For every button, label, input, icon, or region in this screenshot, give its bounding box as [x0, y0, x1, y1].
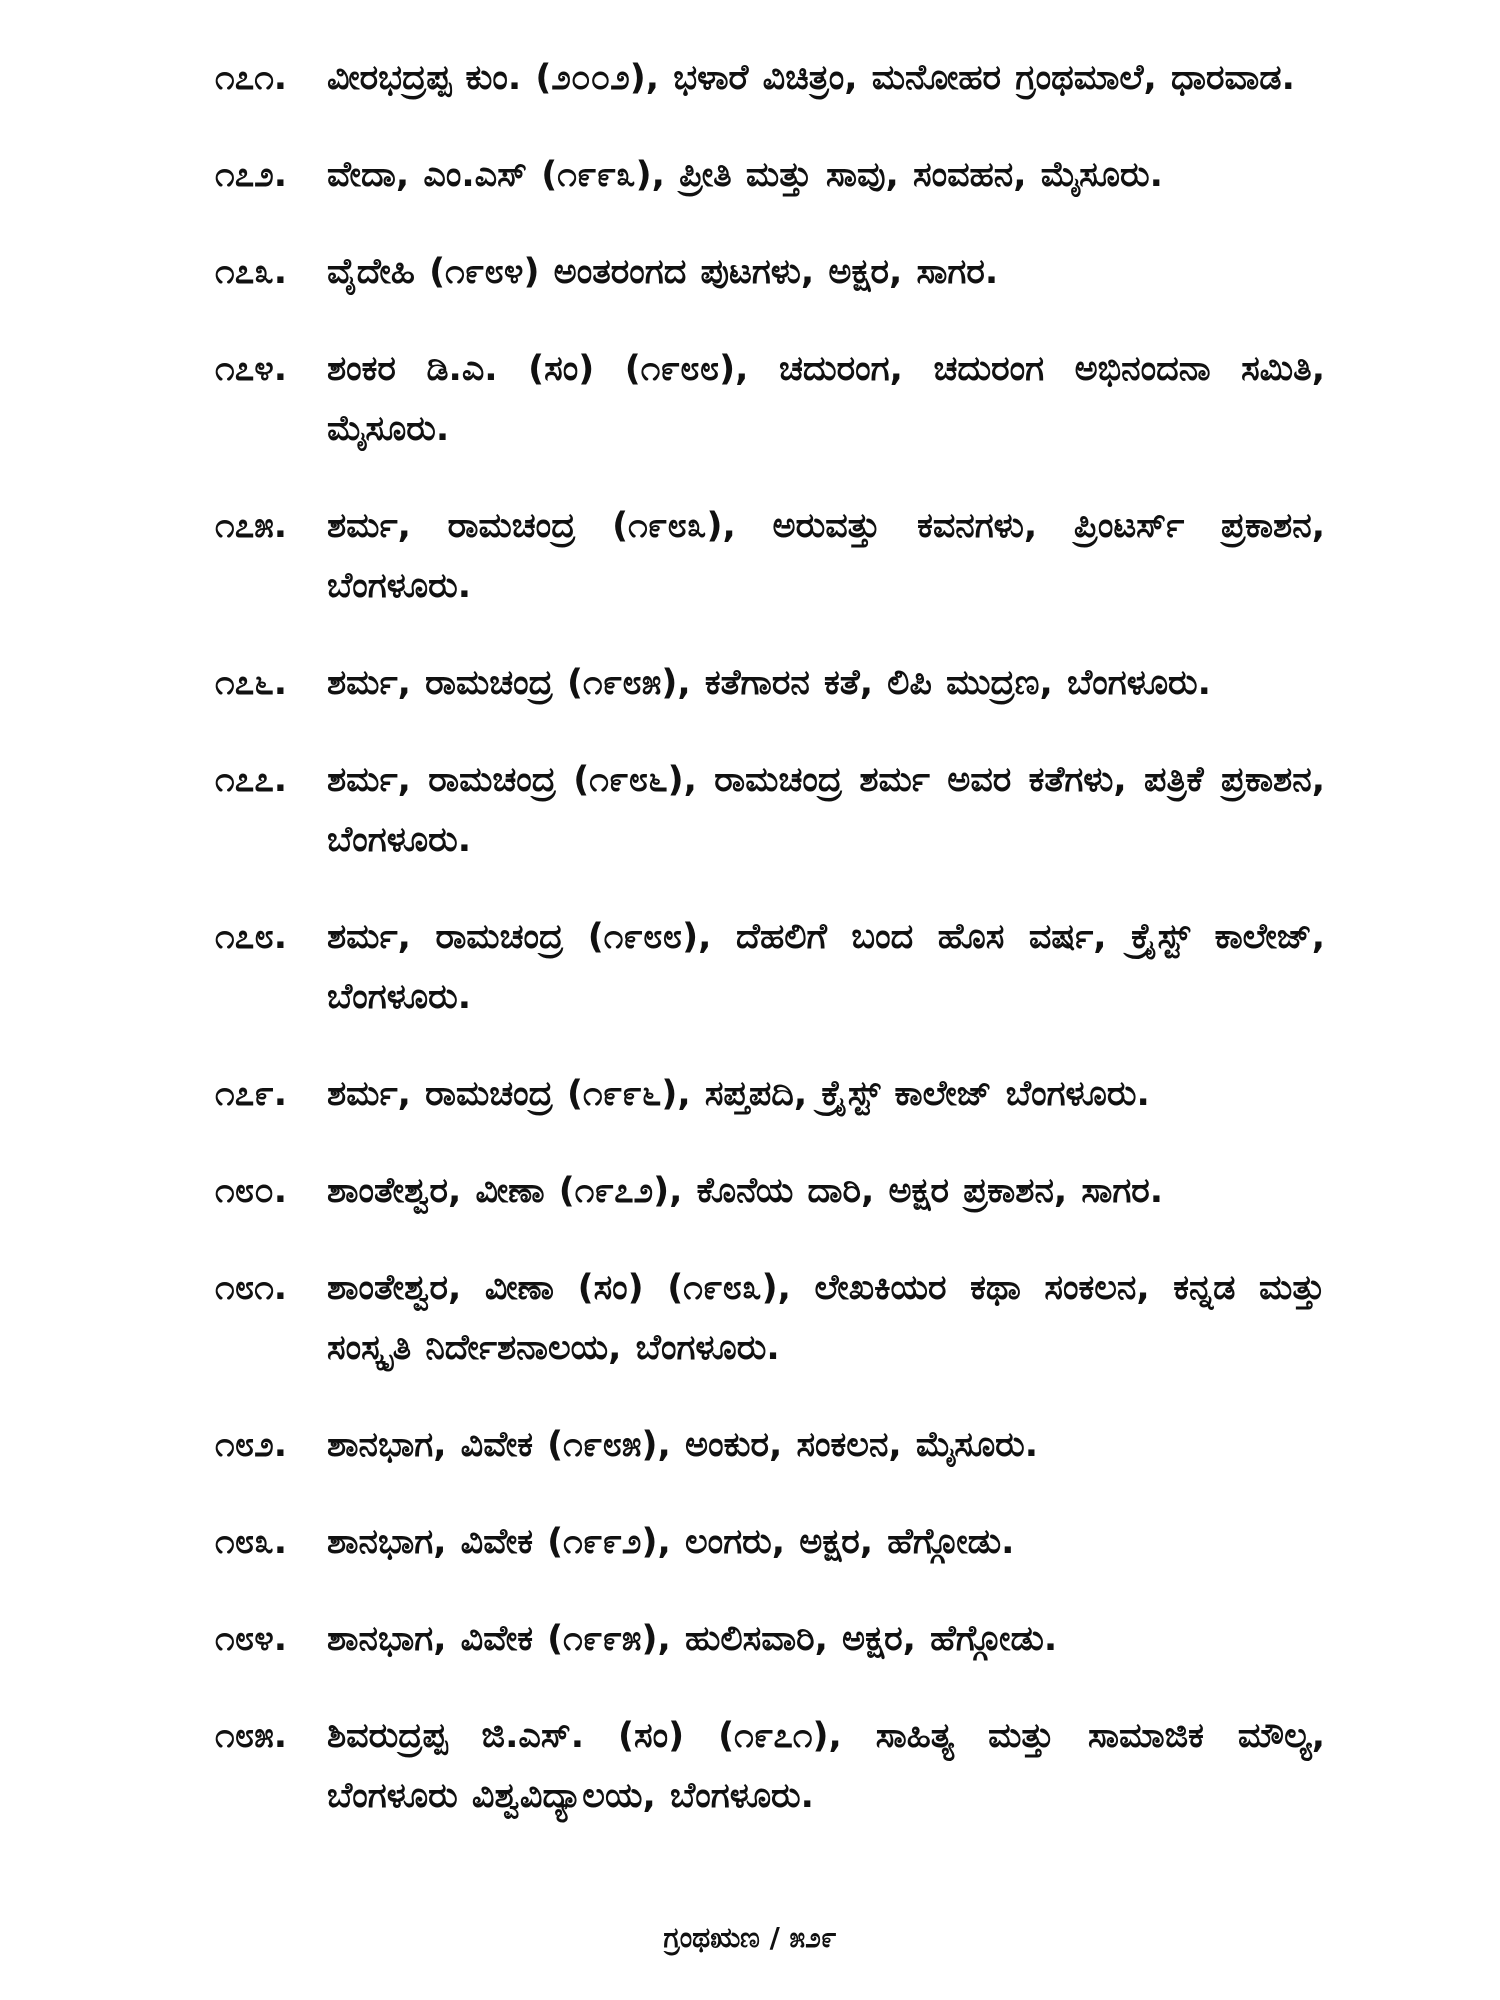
bibliography-entry [215, 1415, 1325, 1475]
bibliography-entry [215, 653, 1325, 713]
bibliography-entry [215, 1258, 1325, 1378]
entry-text: ಶರ್ಮ, ರಾಮಚಂದ್ರ (೧೯೮೬), ರಾಮಚಂದ್ರ ಶರ್ಮ ಅವರ ಕತೆಗಳು, ಪತ್ರಿಕೆ ಪ್ರಕಾಶನ, ಬೆಂಗಳೂರು. [327, 760, 1325, 860]
entry-text: ವೇದಾ, ಎಂ.ಎಸ್ (೧೯೯೩), ಪ್ರೀತಿ ಮತ್ತು ಸಾವು, ಸಂವಹನ, ಮೈಸೂರು. [327, 155, 1163, 195]
entry-number: ೧೮೩. [215, 1522, 288, 1562]
entry-text: ಶಾನಭಾಗ, ವಿವೇಕ (೧೯೯೫), ಹುಲಿಸವಾರಿ, ಅಕ್ಷರ, ಹೆಗ್ಗೋಡು. [327, 1619, 1058, 1659]
entry-text: ಶರ್ಮ, ರಾಮಚಂದ್ರ (೧೯೮೮), ದೆಹಲಿಗೆ ಬಂದ ಹೊಸ ವರ್ಷ, ಕ್ರೈಸ್ಟ್ ಕಾಲೇಜ್, ಬೆಂಗಳೂರು. [327, 917, 1325, 1017]
entry-text: ವೀರಭದ್ರಪ್ಪ ಕುಂ. (೨೦೦೨), ಭಳಾರೆ ವಿಚಿತ್ರಂ, ಮನೋಹರ ಗ್ರಂಥಮಾಲೆ, ಧಾರವಾಡ. [327, 58, 1295, 98]
bibliography-entry [215, 1512, 1325, 1572]
bibliography-list [215, 48, 1325, 1863]
bibliography-entry [215, 1706, 1325, 1826]
entry-number: ೧೭೫. [215, 506, 288, 546]
bibliography-entry [215, 339, 1325, 459]
bibliography-entry [215, 1161, 1325, 1221]
entry-text: ಶಾಂತೇಶ್ವರ, ವೀಣಾ (೧೯೭೨), ಕೊನೆಯ ದಾರಿ, ಅಕ್ಷರ ಪ್ರಕಾಶನ, ಸಾಗರ. [327, 1171, 1164, 1211]
bibliography-entry [215, 907, 1325, 1027]
entry-number: ೧೭೯. [215, 1074, 288, 1114]
entry-text: ಶರ್ಮ, ರಾಮಚಂದ್ರ (೧೯೮೫), ಕತೆಗಾರನ ಕತೆ, ಲಿಪಿ ಮುದ್ರಣ, ಬೆಂಗಳೂರು. [327, 663, 1211, 703]
entry-number: ೧೮೧. [215, 1268, 288, 1308]
bibliography-entry [215, 242, 1325, 302]
entry-text: ಶರ್ಮ, ರಾಮಚಂದ್ರ (೧೯೯೬), ಸಪ್ತಪದಿ, ಕ್ರೈಸ್ಟ್ ಕಾಲೇಜ್ ಬೆಂಗಳೂರು. [327, 1074, 1150, 1114]
entry-number: ೧೭೧. [215, 58, 288, 98]
bibliography-entry [215, 750, 1325, 870]
entry-number: ೧೭೨. [215, 155, 288, 195]
entry-text: ಶಾಂತೇಶ್ವರ, ವೀಣಾ (ಸಂ) (೧೯೮೩), ಲೇಖಕಿಯರ ಕಥಾ ಸಂಕಲನ, ಕನ್ನಡ ಮತ್ತು ಸಂಸ್ಕೃತಿ ನಿರ್ದೇಶನಾಲಯ, ಬೆಂಗಳೂರು. [327, 1268, 1325, 1368]
entry-number: ೧೮೪. [215, 1619, 288, 1659]
entry-text: ಶಂಕರ ಡಿ.ಎ. (ಸಂ) (೧೯೮೮), ಚದುರಂಗ, ಚದುರಂಗ ಅಭಿನಂದನಾ ಸಮಿತಿ, ಮೈಸೂರು. [327, 349, 1325, 449]
bibliography-entry [215, 496, 1325, 616]
entry-number: ೧೮೨. [215, 1425, 288, 1465]
bibliography-entry [215, 1609, 1325, 1669]
bibliography-entry [215, 145, 1325, 205]
bibliography-entry [215, 1064, 1325, 1124]
entry-number: ೧೮೫. [215, 1716, 288, 1756]
entry-number: ೧೭೮. [215, 917, 288, 957]
entry-number: ೧೭೭. [215, 760, 288, 800]
page-footer: ಗ್ರಂಥಋಣ / ೫೨೯ [663, 1921, 837, 1954]
entry-number: ೧೭೬. [215, 663, 288, 703]
entry-number: ೧೭೪. [215, 349, 288, 389]
entry-number: ೧೮೦. [215, 1171, 288, 1211]
entry-text: ವೈದೇಹಿ (೧೯೮೪) ಅಂತರಂಗದ ಪುಟಗಳು, ಅಕ್ಷರ, ಸಾಗರ. [327, 252, 999, 292]
entry-text: ಶಾನಭಾಗ, ವಿವೇಕ (೧೯೮೫), ಅಂಕುರ, ಸಂಕಲನ, ಮೈಸೂರು. [327, 1425, 1039, 1465]
entry-text: ಶರ್ಮ, ರಾಮಚಂದ್ರ (೧೯೮೩), ಅರುವತ್ತು ಕವನಗಳು, ಪ್ರಿಂಟರ್ಸ್ ಪ್ರಕಾಶನ, ಬೆಂಗಳೂರು. [327, 506, 1325, 606]
bibliography-entry [215, 48, 1325, 108]
entry-number: ೧೭೩. [215, 252, 288, 292]
entry-text: ಶಾನಭಾಗ, ವಿವೇಕ (೧೯೯೨), ಲಂಗರು, ಅಕ್ಷರ, ಹೆಗ್ಗೋಡು. [327, 1522, 1015, 1562]
entry-text: ಶಿವರುದ್ರಪ್ಪ ಜಿ.ಎಸ್. (ಸಂ) (೧೯೭೧), ಸಾಹಿತ್ಯ ಮತ್ತು ಸಾಮಾಜಿಕ ಮೌಲ್ಯ, ಬೆಂಗಳೂರು ವಿಶ್ವವಿದ್ಯಾಲಯ, ಬೆಂಗಳೂರು. [327, 1716, 1325, 1816]
